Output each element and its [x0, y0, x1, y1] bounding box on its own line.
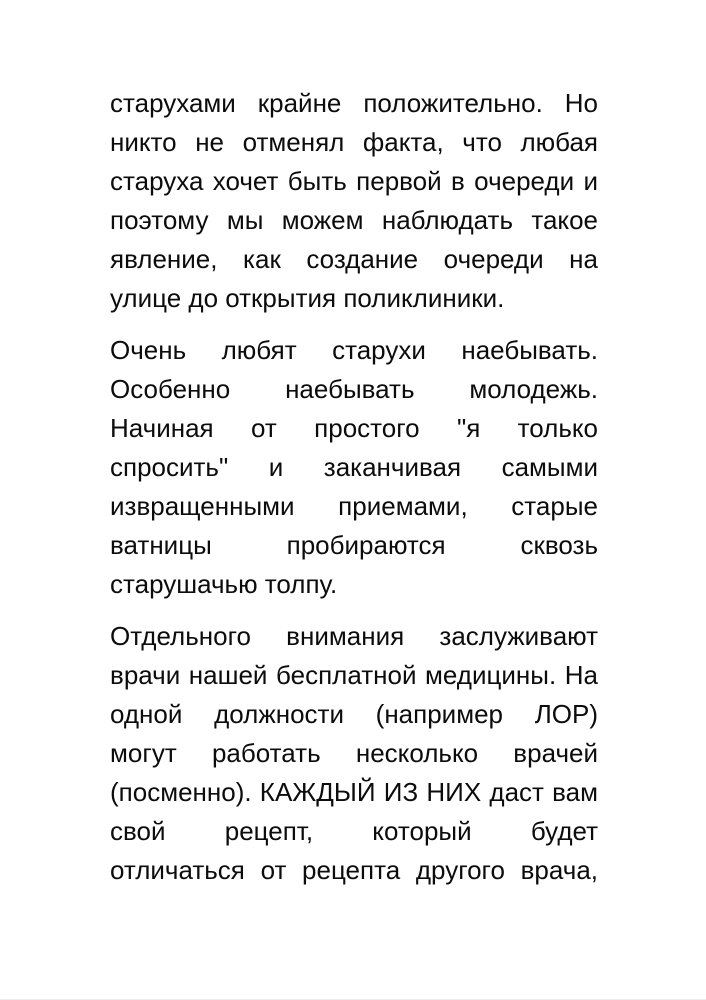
text-line: одной должности (например ЛОР) [110, 699, 598, 729]
text-line: могут работать несколько врачей [110, 738, 598, 768]
text-line: старушачью толпу. [110, 569, 338, 599]
page-text [110, 84, 598, 890]
paragraph [110, 617, 598, 890]
text-line: Отдельного внимания заслуживают [110, 621, 598, 651]
text-line: старуха хочет быть первой в очереди и [110, 166, 598, 196]
text-line: старухами крайне положительно. Но [110, 88, 598, 118]
text-line: явление, как создание очереди на [110, 244, 598, 274]
text-line: Особенно наебывать молодежь. [110, 374, 598, 404]
text-line: никто не отменял факта, что любая [110, 127, 598, 157]
paragraph [110, 331, 598, 604]
text-line: Начиная от простого "я только [110, 413, 598, 443]
paragraph [110, 84, 598, 318]
text-line: (посменно). КАЖДЫЙ ИЗ НИХ даст вам [110, 777, 598, 807]
text-line: улице до открытия поликлиники. [110, 283, 505, 313]
text-line: отличаться от рецепта другого врача, [110, 855, 598, 885]
text-line: спросить" и заканчивая самыми [110, 452, 598, 482]
text-line: поэтому мы можем наблюдать такое [110, 205, 598, 235]
text-line: Очень любят старухи наебывать. [110, 335, 598, 365]
text-line: ватницы пробираются сквозь [110, 530, 598, 560]
text-line: извращенными приемами, старые [110, 491, 598, 521]
text-line: свой рецепт, который будет [110, 816, 598, 846]
text-line: врачи нашей бесплатной медицины. На [110, 660, 598, 690]
